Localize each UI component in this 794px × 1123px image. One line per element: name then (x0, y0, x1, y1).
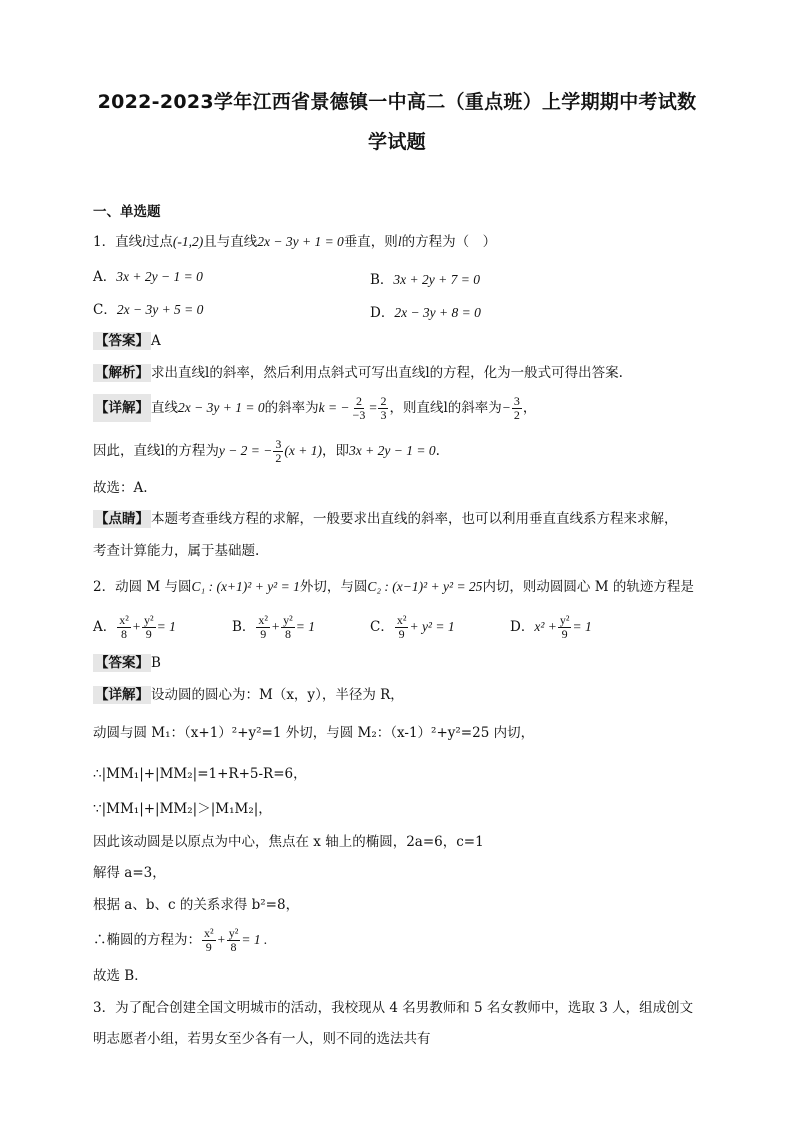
equals-one: = 1 . (241, 932, 268, 947)
q2-option-a (93, 614, 176, 641)
conclusion-text: . (435, 443, 440, 459)
detail-text: 直线 (151, 400, 178, 416)
option-text: 2x − 3y + 8 = 0 (394, 305, 481, 320)
fraction (395, 614, 409, 641)
fraction (558, 614, 572, 641)
answer-value: A (151, 333, 161, 349)
option-key: B． (232, 619, 256, 635)
q2-choice: 故选 B． (93, 968, 148, 984)
conclusion-text: ，即 (322, 443, 349, 459)
equation: (x + 1) (284, 443, 322, 458)
denominator: 9 (205, 940, 212, 954)
q2-stem-text: 外切，与圆 (299, 579, 368, 595)
option-text: 3x + 2y + 7 = 0 (393, 272, 480, 287)
fraction (281, 614, 295, 641)
fraction (142, 614, 156, 641)
q1-stem-text: 过点 (145, 234, 173, 250)
q1-comment (93, 510, 678, 528)
q1-stem-text: 1．直线 (93, 234, 143, 250)
fraction (378, 395, 388, 422)
analysis-tag: 【解析】 (95, 365, 149, 381)
numerator: x² (119, 613, 129, 627)
analysis-text: 求出直线l的斜率，然后利用点斜式可写出直线l的方程，化为一般式可得出答案. (151, 365, 623, 381)
option-key: C． (93, 302, 117, 318)
option-key: A． (93, 619, 117, 635)
equals-one: = 1 (572, 619, 592, 634)
answer-tag: 【答案】 (95, 333, 149, 349)
detail-text: 设动圆的圆心为：M（x，y），半径为 R， (151, 687, 404, 703)
option-text: 2x − 3y + 5 = 0 (116, 302, 204, 317)
q2-step-8 (93, 924, 267, 956)
fraction (512, 395, 522, 422)
detail-text: ， (522, 400, 537, 416)
q1-conclusion (93, 437, 440, 465)
answer-value: B (151, 655, 161, 671)
fraction (256, 614, 270, 641)
q1-var-l: l (142, 234, 146, 249)
denominator: −3 (352, 408, 366, 422)
denominator: 9 (260, 627, 267, 641)
equals-one: = 1 (295, 619, 316, 634)
numerator: x² (396, 613, 407, 627)
numerator: x² (204, 926, 214, 940)
q2-option-b (232, 614, 315, 641)
option-key: C． (370, 619, 394, 635)
q3-stem-line-1: 3．为了配合创建全国文明城市的活动，我校现从 4 名男教师和 5 名女教师中，选取 3 人，组成创文 (93, 1000, 694, 1016)
option-key: B． (370, 272, 394, 288)
q2-option-d (510, 614, 592, 641)
q1-detail (93, 394, 536, 422)
q1-option-b (370, 268, 480, 288)
q1-var-l: l (397, 234, 402, 249)
option-key: A． (93, 269, 117, 285)
q1-answer (93, 332, 161, 350)
fraction (351, 395, 368, 422)
detail-text: 的斜率为 (264, 400, 319, 416)
numerator: 2 (380, 394, 387, 408)
line-equation: 2x − 3y + 1 = 0 (178, 400, 265, 415)
plus-sign: + (216, 932, 226, 947)
numerator: 2 (355, 394, 362, 408)
fraction (117, 614, 131, 641)
denominator: 3 (380, 408, 387, 422)
q2-step-7: 根据 a、b、c 的关系求得 b²=8， (93, 897, 300, 913)
detail-text: ∴椭圆的方程为： (93, 932, 201, 948)
q2-step-2: 动圆与圆 M₁：（x+1）²+y²=1 外切，与圆 M₂：（x-1）²+y²=25 内切， (93, 725, 535, 741)
q1-choice: 故选：A. (93, 480, 148, 496)
minus-sign: − (501, 400, 511, 415)
comment-tag: 【点睛】 (95, 511, 149, 527)
option-text: + y² = 1 (409, 619, 455, 634)
q1-analysis (93, 364, 623, 382)
denominator: 9 (561, 627, 568, 641)
numerator: 3 (275, 437, 282, 451)
denominator: 8 (284, 627, 291, 641)
numerator: x² (258, 613, 269, 627)
q1-stem-text: 的方程为（ ） (401, 234, 497, 250)
plus-sign: + (131, 619, 141, 634)
numerator: y² (283, 613, 293, 627)
equals-sign: = (368, 400, 378, 415)
circle-c2-equation: C₂ : (x−1)² + y² = 25 (367, 579, 483, 594)
q1-option-a (93, 268, 203, 286)
q2-detail (93, 686, 404, 704)
option-key: D． (510, 619, 535, 635)
detail-tag: 【详解】 (93, 394, 151, 422)
slope-expression: k = − (318, 400, 350, 415)
q2-step-3: ∴|MM₁|+|MM₂|=1+R+5-R=6， (93, 766, 307, 782)
q2-stem-text: 2．动圆 M 与圆 (93, 579, 192, 595)
answer-tag: 【答案】 (95, 655, 149, 671)
conclusion-text: 因此，直线l的方程为 (93, 443, 219, 459)
page-title-line-1: 2022-2023学年江西省景德镇一中高二（重点班）上学期期中考试数 (97, 91, 697, 113)
equals-one: = 1 (156, 619, 176, 634)
option-text: x² + (534, 619, 557, 634)
q1-stem-text: 垂直，则 (343, 234, 398, 250)
q1-option-d (370, 301, 481, 321)
result-equation: 3x + 2y − 1 = 0 (349, 443, 436, 458)
option-text: 3x + 2y − 1 = 0 (116, 269, 203, 284)
denominator: 9 (145, 627, 152, 641)
q2-step-4: ∵|MM₁|+|MM₂|＞|M₁M₂|， (93, 801, 272, 817)
q2-option-c (370, 614, 455, 641)
option-key: D． (370, 305, 395, 321)
denominator: 2 (275, 451, 282, 465)
detail-text: ，则直线l的斜率为 (389, 400, 502, 416)
denominator: 8 (230, 940, 237, 954)
detail-tag: 【详解】 (95, 687, 149, 703)
equation: y − 2 = − (218, 443, 273, 458)
section-heading: 一、单选题 (93, 204, 161, 220)
denominator: 9 (398, 627, 405, 641)
q1-point: (-1,2) (172, 234, 204, 249)
q2-stem-text: 内切，则动圆圆心 M 的轨迹方程是 (482, 579, 694, 595)
denominator: 8 (121, 627, 128, 641)
q2-stem (93, 578, 694, 596)
page-title-line-2: 学试题 (368, 131, 426, 153)
q2-answer (93, 654, 161, 672)
comment-text: 本题考查垂线方程的求解，一般要求出直线的斜率，也可以利用垂直直线系方程来求解， (151, 511, 678, 527)
q3-stem-line-2: 明志愿者小组，若男女至少各有一人，则不同的选法共有 (93, 1031, 431, 1047)
fraction (227, 927, 241, 954)
q1-stem (93, 233, 496, 251)
numerator: y² (559, 613, 570, 627)
q2-step-6: 解得 a=3， (93, 865, 166, 881)
denominator: 2 (513, 408, 520, 422)
fraction (273, 438, 283, 465)
q1-comment-2: 考查计算能力，属于基础题. (93, 543, 260, 559)
numerator: 3 (513, 394, 520, 408)
q1-line-equation: 2x − 3y + 1 = 0 (257, 234, 344, 249)
q1-option-c (93, 301, 203, 319)
circle-c1-equation: C₁ : (x+1)² + y² = 1 (191, 579, 300, 594)
numerator: y² (228, 926, 239, 940)
q2-step-5: 因此该动圆是以原点为中心，焦点在 x 轴上的椭圆，2a=6，c=1 (93, 834, 484, 850)
fraction (202, 927, 216, 954)
numerator: y² (143, 613, 154, 627)
q1-stem-text: 且与直线 (203, 234, 258, 250)
plus-sign: + (271, 619, 281, 634)
